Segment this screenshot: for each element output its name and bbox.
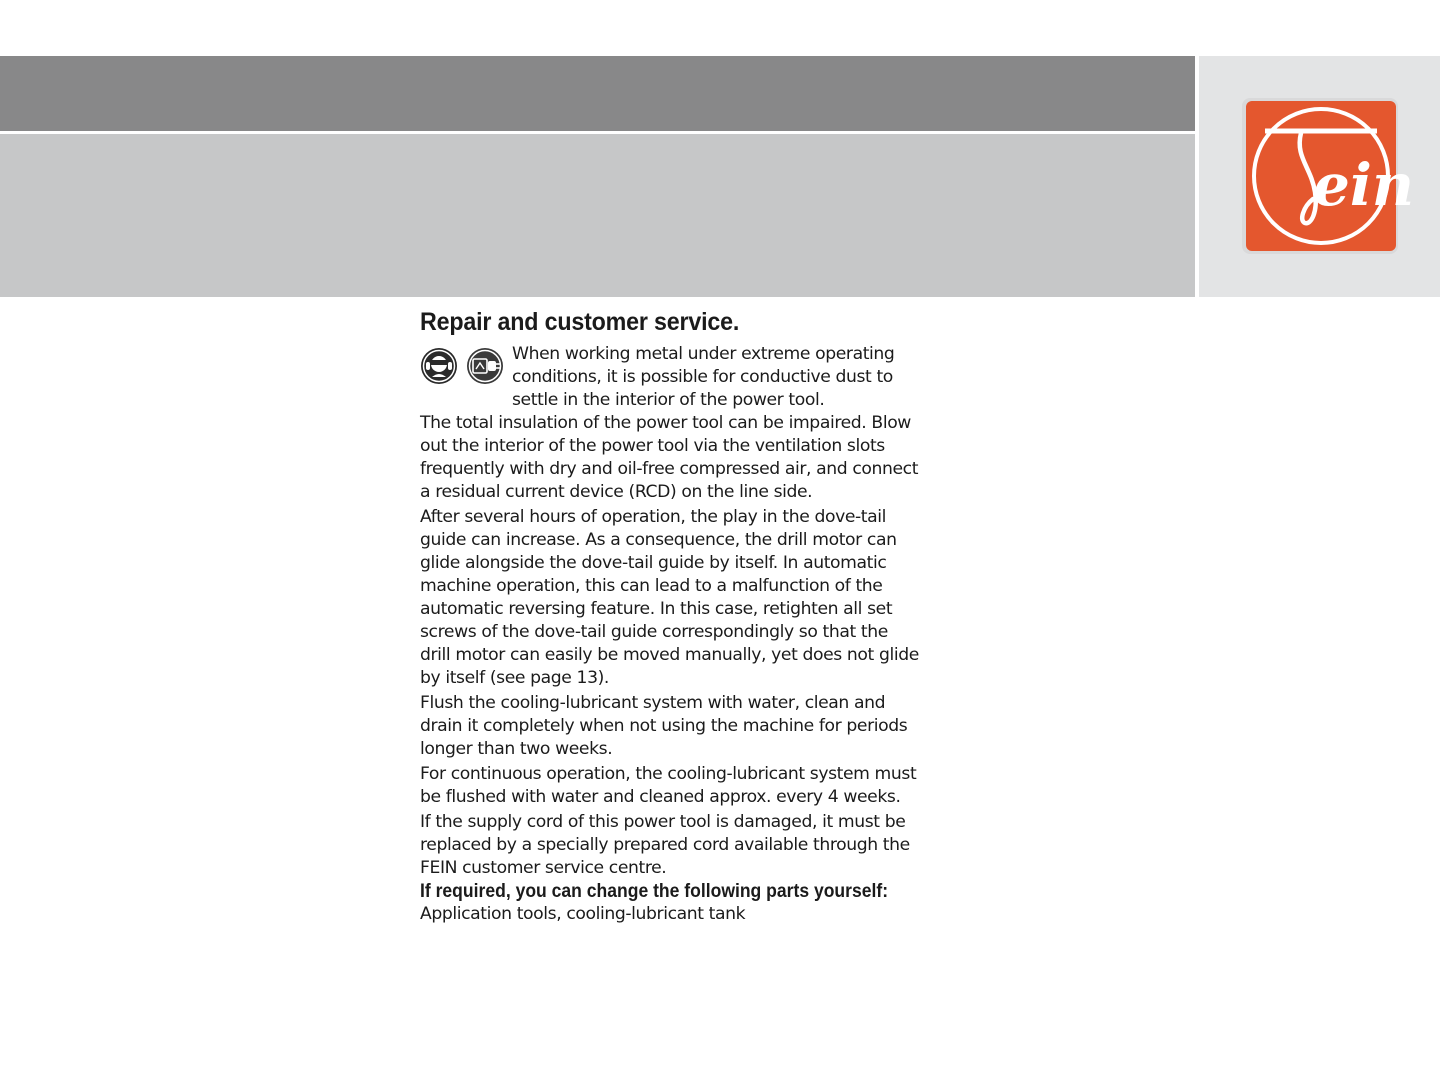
logo-panel <box>1199 56 1440 297</box>
fein-logo <box>1241 97 1415 255</box>
eye-ear-protection-icon <box>420 347 458 385</box>
paragraph-supply-cord: If the supply cord of this power tool is damaged, it must be replaced by a specially prepared cord available through the FEIN customer service centre. <box>420 812 910 878</box>
parts-list: Application tools, cooling-lubricant tank <box>420 904 746 924</box>
parts-heading: If required, you can change the following parts yourself: <box>420 880 889 902</box>
paragraph-insulation: The total insulation of the power tool can be impaired. Blow out the interior of the power tool via the ventilation slots frequently with dry and oil-free compressed air, and connect a residual current device (RCD) on the line side. <box>420 413 919 502</box>
paragraph-continuous: For continuous operation, the cooling-lubricant system must be flushed with water and cleaned approx. every 4 weeks. <box>420 764 917 807</box>
header-band-light <box>0 134 1195 297</box>
intro-text: When working metal under extreme operating conditions, it is possible for conductive dust to settle in the interior of the power tool. <box>512 344 895 410</box>
header-band-dark <box>0 56 1195 131</box>
svg-text:ein: ein <box>1313 151 1415 219</box>
intro-block <box>420 343 920 412</box>
mains-plug-rcd-icon <box>466 347 504 385</box>
repair-service-section <box>420 308 920 926</box>
paragraph-dovetail: After several hours of operation, the play in the dove-tail guide can increase. As a consequence, the drill motor can glide alongside the dove-tail guide by itself. In automatic machine operation, this can lead to a malfunction of the automatic reversing feature. In this case, retighten all set screws of the dove-tail guide correspondingly so that the drill motor can easily be moved manually, yet does not glide by itself (see page 13). <box>420 507 919 688</box>
paragraph-flush: Flush the cooling-lubricant system with water, clean and drain it completely when not using the machine for periods longer than two weeks. <box>420 693 908 759</box>
safety-icons <box>420 343 512 385</box>
section-title: Repair and customer service. <box>420 308 740 336</box>
